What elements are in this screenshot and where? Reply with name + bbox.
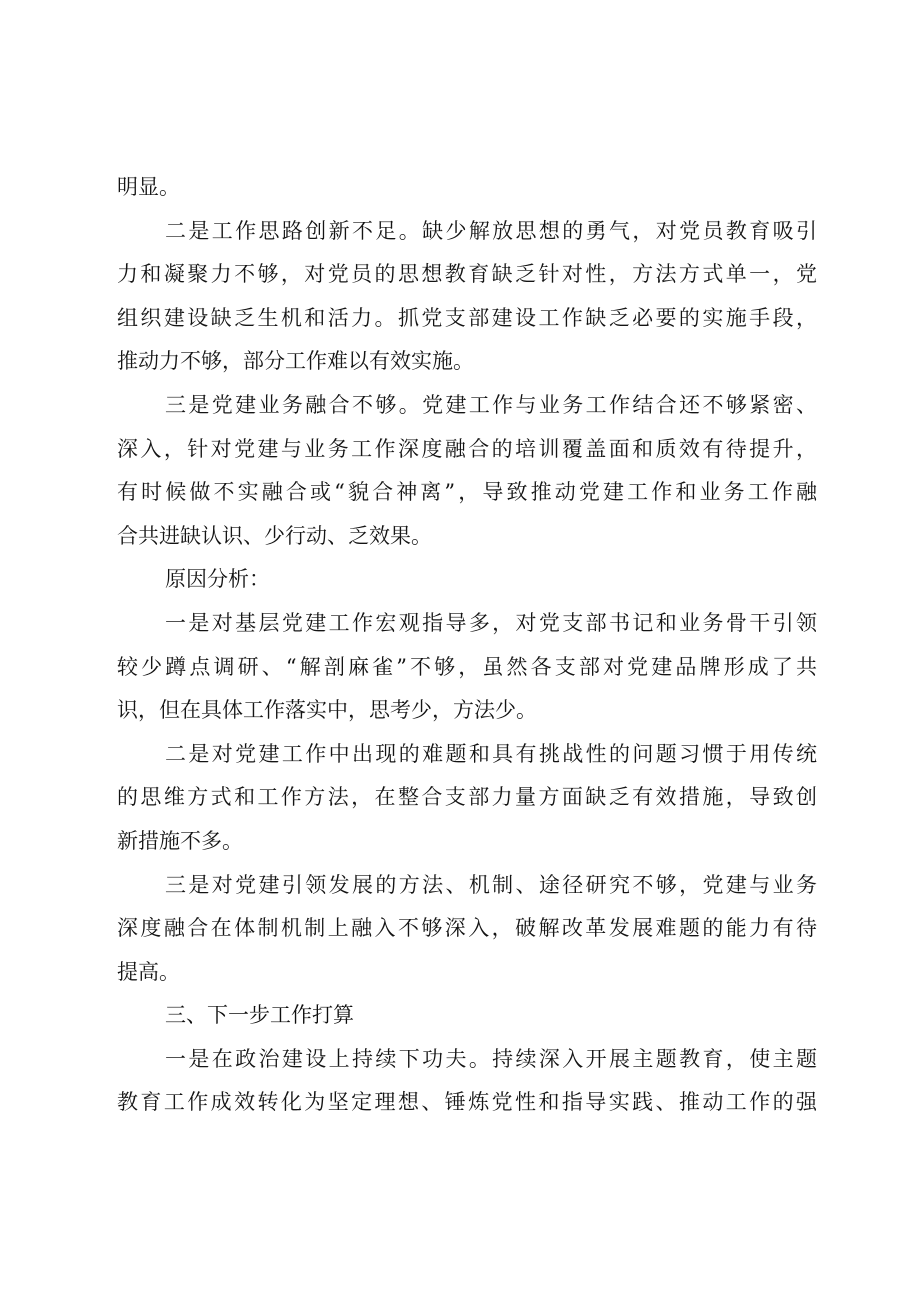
document-body	[117, 166, 817, 1125]
paragraph-line: 深度融合在体制机制上融入不够深入，破解改革发展难题的能力有待	[117, 916, 817, 941]
paragraph-line: 推动力不够，部分工作难以有效实施。	[117, 349, 474, 374]
paragraph-line: 力和凝聚力不够，对党员的思想教育缺乏针对性，方法方式单一，党	[117, 262, 817, 287]
paragraph-line: 二是工作思路创新不足。缺少解放思想的勇气，对党员教育吸引	[165, 218, 817, 243]
paragraph-line: 有时候做不实融合或“貌合神离”，导致推动党建工作和业务工作融	[117, 480, 817, 505]
paragraph-line: 提高。	[117, 959, 180, 984]
paragraph-line: 合共进缺认识、少行动、乏效果。	[117, 523, 432, 548]
paragraph-line: 三是对党建引领发展的方法、机制、途径研究不够，党建与业务	[165, 872, 817, 897]
paragraph-line: 识，但在具体工作落实中，思考少，方法少。	[117, 698, 537, 723]
paragraph-line: 组织建设缺乏生机和活力。抓党支部建设工作缺乏必要的实施手段，	[117, 305, 817, 330]
paragraph-line: 明显。	[117, 175, 180, 199]
paragraph-line: 深入，针对党建与业务工作深度融合的培训覆盖面和质效有待提升，	[117, 436, 817, 461]
paragraph-line: 教育工作成效转化为坚定理想、锤炼党性和指导实践、推动工作的强	[117, 1090, 817, 1115]
paragraph-line: 二是对党建工作中出现的难题和具有挑战性的问题习惯于用传统	[165, 741, 817, 766]
paragraph-line: 一是对基层党建工作宏观指导多，对党支部书记和业务骨干引领	[165, 610, 817, 635]
paragraph-line: 一是在政治建设上持续下功夫。持续深入开展主题教育，使主题	[165, 1046, 817, 1071]
paragraph-line: 新措施不多。	[117, 828, 243, 853]
paragraph-line: 较少蹲点调研、“解剖麻雀”不够，虽然各支部对党建品牌形成了共	[117, 654, 817, 679]
paragraph-line: 的思维方式和工作方法，在整合支部力量方面缺乏有效措施，导致创	[117, 785, 817, 810]
section-label: 原因分析：	[165, 567, 270, 592]
section-heading: 三、下一步工作打算	[165, 1003, 354, 1028]
paragraph-line: 三是党建业务融合不够。党建工作与业务工作结合还不够紧密、	[165, 392, 817, 417]
